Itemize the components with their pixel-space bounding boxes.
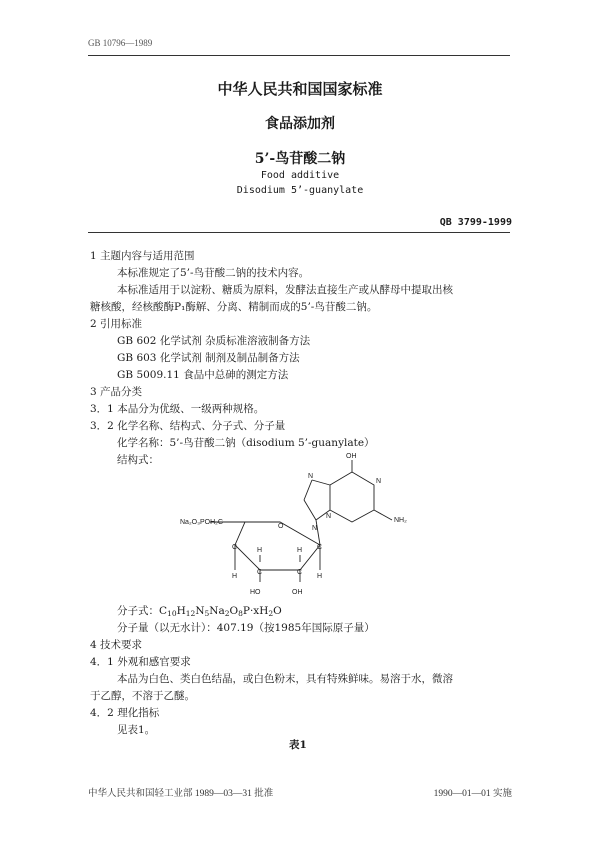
carbonyl-oh-label: OH [346, 453, 357, 460]
hydrogen-label-2: H [257, 547, 263, 554]
english-title-line2: Disodium 5’-guanylate [236, 185, 364, 196]
section-4-2-paragraph: 见表1。 [117, 724, 156, 736]
hydrogen-label-1: H [232, 573, 238, 580]
document-category-title: 食品添加剂 [265, 116, 335, 132]
national-standard-title: 中华人民共和国国家标准 [217, 80, 383, 98]
document-subject-title: 5’-鸟苷酸二钠 [254, 151, 346, 167]
chemical-name: 化学名称：5’-鸟苷酸二钠（disodium 5’-guanylate） [117, 437, 375, 449]
carbon-label-4: C [317, 544, 323, 551]
reference-gb602: GB 602 化学试剂 杂质标准溶液制备方法 [117, 335, 311, 347]
section-3-heading: 3 产品分类 [90, 386, 143, 398]
carbon-label-2: C [257, 569, 263, 576]
hydrogen-label-3: H [297, 547, 303, 554]
carbon-label-1: C [232, 544, 238, 551]
section-2-heading: 2 引用标准 [90, 318, 143, 330]
structure-label: 结构式： [117, 454, 159, 466]
hydroxyl-label-1: HO [250, 589, 261, 596]
standard-number: QB 3799-1999 [439, 217, 512, 228]
section-3-1: 3．1 本品分为优级、一级两种规格。 [90, 403, 265, 415]
section-1-heading: 1 主题内容与适用范围 [90, 250, 195, 262]
carbon-label-3: C [297, 569, 303, 576]
molecular-weight: 分子量（以无水计）：407.19（按1985年国际原子量） [117, 622, 375, 634]
title-rule [88, 232, 510, 233]
reference-gb603: GB 603 化学试剂 制剂及制品制备方法 [117, 352, 300, 364]
purine-n-label-4: N [312, 525, 318, 532]
reference-gb5009: GB 5009.11 食品中总砷的测定方法 [117, 369, 289, 381]
guanylate-structural-formula [180, 450, 420, 600]
section-4-heading: 4 技术要求 [90, 639, 143, 651]
purine-n-label-1: N [308, 473, 314, 480]
section-4-2: 4．2 理化指标 [90, 707, 160, 719]
header-rule [88, 55, 510, 56]
section-3-2: 3．2 化学名称、结构式、分子式、分子量 [90, 420, 286, 432]
section-1-paragraph-1: 本标准规定了5’-鸟苷酸二钠的技术内容。 [117, 267, 310, 279]
amino-group-label: NH₂ [394, 517, 407, 524]
phosphate-side-chain-label: Na₂O₃POH₂C [180, 519, 223, 526]
footer-approval: 中华人民共和国轻工业部 1989—03—31 批准 [88, 789, 274, 799]
purine-n-label-2: N [376, 478, 382, 485]
hydroxyl-label-2: OH [292, 589, 303, 596]
table-caption: 表1 [289, 739, 307, 751]
standard-code-header: GB 10796—1989 [88, 38, 153, 48]
hydrogen-label-4: H [317, 573, 323, 580]
purine-n-label-3: N [326, 513, 332, 520]
molecular-formula: 分子式：$C_{10}H_{12}N_5Na_2O_8P\cdot xH_2O$ [117, 605, 282, 618]
section-4-1-paragraph-a: 本品为白色、类白色结晶，或白色粉末，具有特殊鲜味。易溶于水，微溶 [117, 673, 453, 685]
section-4-1: 4．1 外观和感官要求 [90, 656, 191, 668]
section-4-1-paragraph-b: 于乙醇，不溶于乙醚。 [90, 690, 195, 702]
ring-oxygen-label: O [278, 523, 284, 530]
section-1-paragraph-2b: 糖核酸，经核酸酶P₁酶解、分离、精制而成的5’-鸟苷酸二钠。 [90, 301, 378, 313]
footer-effective-date: 1990—01—01 实施 [433, 789, 512, 799]
section-1-paragraph-2a: 本标准适用于以淀粉、糖质为原料，发酵法直接生产或从酵母中提取出核 [117, 284, 453, 296]
english-title-line1: Food additive [260, 170, 340, 181]
